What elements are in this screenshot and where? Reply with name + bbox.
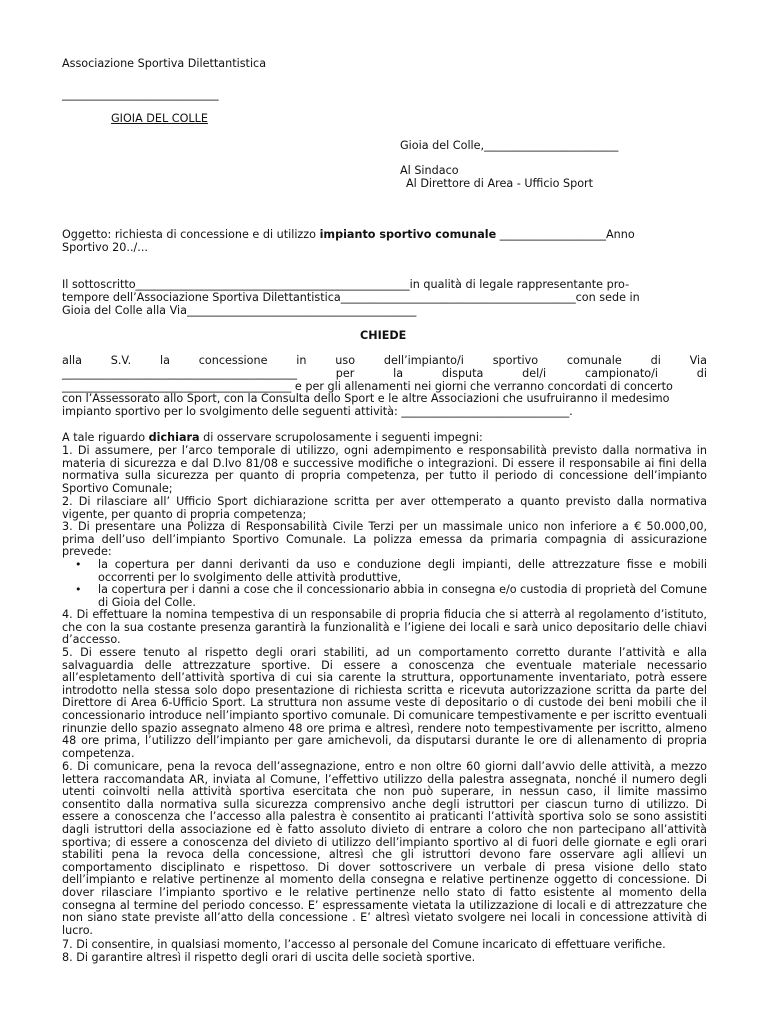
subject-line: Oggetto: richiesta di concessione e di utilizzo impianto sportivo comunale ___________________Anno [62,228,635,241]
town-name: GIOIA DEL COLLE [111,112,208,125]
association-name-blank: ____________________________ [62,88,219,101]
commitment-3-bullet-1: la copertura per danni derivanti da uso e conduzione degli impianti, delle attrezzature fisse e mobili occorrenti per lo svolgimento delle attività produttive, [98,558,707,584]
date-line: Gioia del Colle,________________________ [400,139,619,152]
request-line-1: alla S.V. la concessione in uso dell’impianto/i sportivo comunale di Via [62,354,707,367]
subject-line-2: Sportivo 20../... [62,241,148,254]
commitment-3-bullet-2: la copertura per i danni a cose che il concessionario abbia in consegna e/o custodia di proprietà del Comune di Gioia del Colle. [98,583,707,609]
declarant-line-2: tempore dell’Associazione Sportiva Dilettantistica__________________________________________con sede in [62,291,640,304]
commitment-8: 8. Di garantire altresì il rispetto degli orari di uscita delle società sportive. [62,951,476,964]
commitment-3: 3. Di presentare una Polizza di Responsabilità Civile Terzi per un massimale unico non inferiore a € 50.000,00, prima dell’uso dell’impianto Sportivo Comunale. La polizza emessa da primaria compagnia di assicurazione prevede: [62,520,707,559]
request-line-2: __________________________________________ per la disputa del/i campionato/i di [62,367,707,380]
declarant-line-3: Gioia del Colle alla Via_________________________________________ [62,304,417,317]
declarant-line-1: Il sottoscritto_________________________________________________in qualità di legale rappresentante pro- [62,278,630,291]
recipient-director: Al Direttore di Area - Ufficio Sport [406,177,594,190]
commitment-1: 1. Di assumere, per l’arco temporale di utilizzo, ogni adempimento e responsabilità previsto dalla normativa in materia di sicurezza e dal D.lvo 81/08 e successive modifiche o integrazioni. Di essere il responsabile ai fini della normativa sulla sicurezza per quanto di propria competenza, per tutto il periodo di concessione dell’impianto Sportivo Comunale; [62,444,707,495]
bullet-dot: • [75,558,82,571]
request-line-5: impianto sportivo per lo svolgimento delle seguenti attività: ______________________________. [62,405,573,418]
commitment-4: 4. Di effettuare la nomina tempestiva di un responsabile di propria fiducia che si atterrà al regolamento d’istituto, che con la sua costante presenza garantirà la funzionalità e l’igiene dei locali e sarà unico depositario delle chiavi d’accesso. [62,608,707,647]
request-line-3: _________________________________________ e per gli allenamenti nei giorni che verranno concordati di concerto [62,380,673,393]
request-line-4: con l’Assessorato allo Sport, con la Consulta dello Sport e le altre Associazioni che usufruiranno il medesimo [62,392,670,405]
bullet-dot: • [75,583,82,596]
recipient-mayor: Al Sindaco [400,164,459,177]
commitment-5: 5. Di essere tenuto al rispetto degli orari stabiliti, ad un comportamento corretto durante l’attività e alla salvaguardia delle attrezzature sportive. Di essere a conoscenza che eventuale materiale necessario all’espletamento dell’attività sportiva di cui sia carente la struttura, opportunamente inventariato, potrà essere introdotto nella stessa solo dopo presentazione di richiesta scritta e ricevuta autorizzazione scritta da parte del Direttore di Area 6-Ufficio Sport. La struttura non assume veste di depositario o di custode dei beni mobili che il concessionario introduce nell’impianto sportivo comunale. Di comunicare tempestivamente e per iscritto eventuali rinunzie dello spazio assegnato almeno 48 ore prima e altresì, rendere noto tempestivamente per iscritto, almeno 48 ore prima, l’utilizzo dell’impianto per gare amichevoli, da disputarsi durante le ore di allenamento di propria competenza. [62,646,707,760]
commitment-7: 7. Di consentire, in qualsiasi momento, l’accesso al personale del Comune incaricato di effettuare verifiche. [62,938,666,951]
commitment-6: 6. Di comunicare, pena la revoca dell’assegnazione, entro e non oltre 60 giorni dall’avvio delle attività, a mezzo lettera raccomandata AR, inviata al Comune, l’effettivo utilizzo della palestra assegnata, nonché il numero degli utenti coinvolti nella attività sportiva esercitata che non può superare, in nessun caso, il limite massimo consentito dalla normativa sulla sicurezza comprensivo anche degli istruttori per ciascun turno di utilizzo. Di essere a conoscenza che l’accesso alla palestra è consentito ai praticanti l’attività sportiva solo se sono assistiti dagli istruttori della associazione ed è fatto assoluto divieto di entrare a coloro che non partecipano all’attività sportiva; di essere a conoscenza del divieto di utilizzo dell’impianto sportivo al di fuori delle giornate e egli orari stabiliti pena la revoca della concessione, altresì che gli istruttori devono fare osservare agli allievi un comportamento disciplinato e rispettoso. Di dover sottoscrivere un verbale di presa visione dello stato dell’impianto e relative pertinenze al momento della consegna e relative pertinenze oggetto di concessione. Di dover rilasciare l’impianto sportivo e le relative pertinenze nello stato di fatto esistente al momento della consegna al termine del periodo concesso. E’ espressamente vietata la utilizzazione di locali e di attrezzature che non siano state previste all’atto della concessione . E’ altresì vietato svolgere nei locali in concessione attività di lucro. [62,760,707,937]
chiede-heading: CHIEDE [360,329,407,342]
commitments-intro: A tale riguardo dichiara di osservare scrupolosamente i seguenti impegni: [62,431,483,444]
association-name: Associazione Sportiva Dilettantistica [62,57,267,70]
commitment-2: 2. Di rilasciare all’ Ufficio Sport dichiarazione scritta per aver ottemperato a quanto previsto dalla normativa vigente, per quanto di propria competenza; [62,495,707,521]
